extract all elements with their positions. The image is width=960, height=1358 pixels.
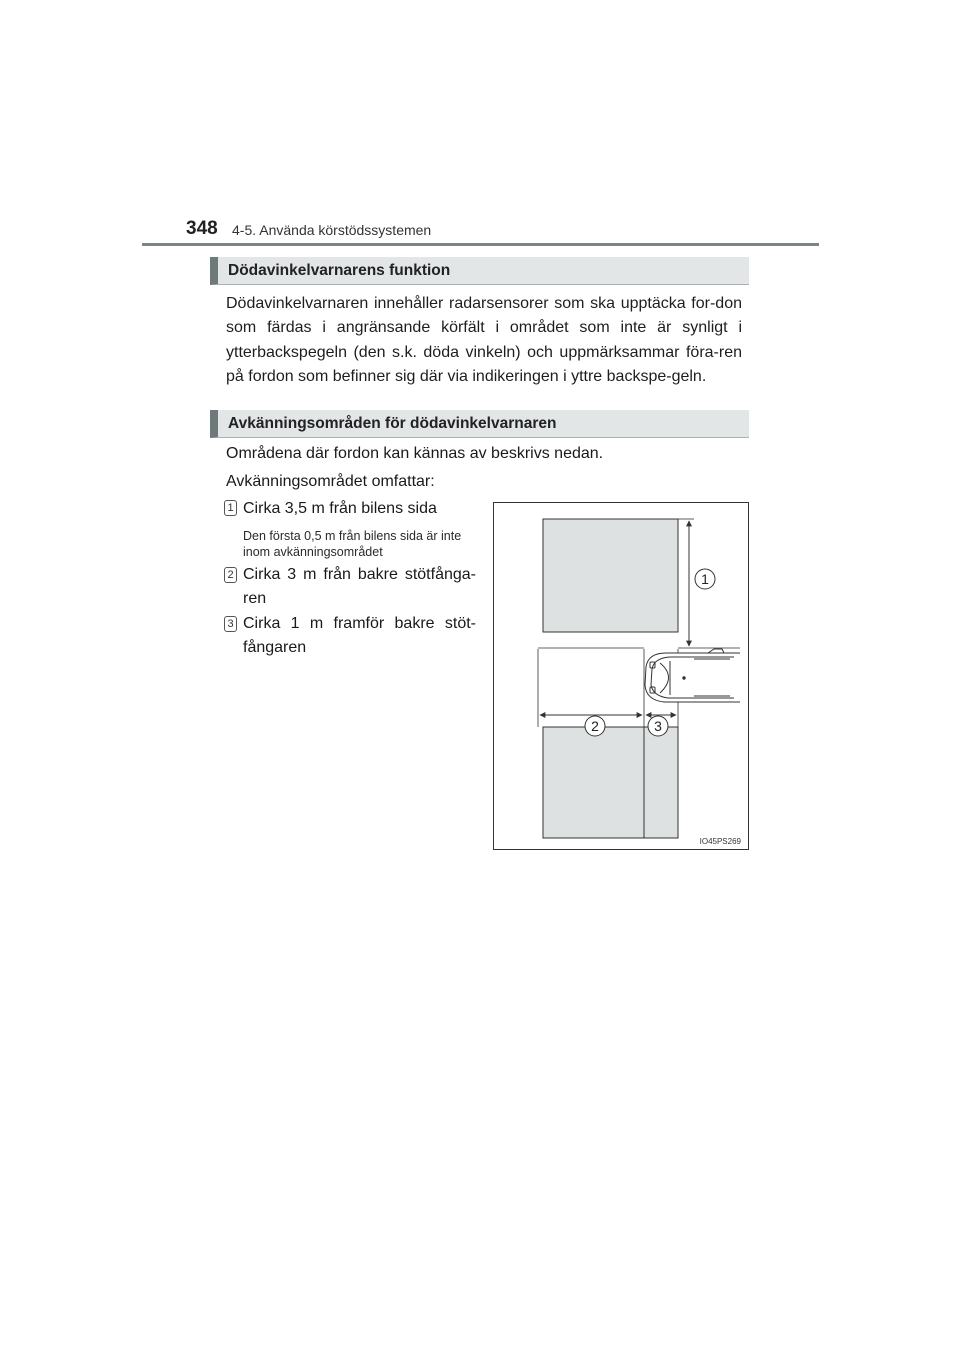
side-zone: [543, 519, 678, 632]
item-3-badge: 3: [224, 616, 237, 632]
callout-3: [648, 716, 668, 736]
rear-zone: [543, 727, 678, 838]
car-icon: [645, 649, 740, 702]
item-1-text: Cirka 3,5 m från bilens sida: [243, 500, 437, 517]
svg-text:1: 1: [701, 571, 709, 587]
section-heading-function: Dödavinkelvarnarens funktion: [210, 257, 749, 285]
page-number: 348: [186, 218, 218, 239]
svg-text:2: 2: [591, 718, 599, 734]
item-1-note: Den första 0,5 m från bilens sida är inte inom avkänningsområdet: [243, 529, 462, 559]
callout-2: [585, 716, 605, 736]
callout-1: [695, 569, 715, 589]
item-2-text: Cirka 3 m från bakre stötfånga-ren: [243, 566, 476, 607]
function-paragraph: Dödavinkelvarnaren innehåller radarsensorer som ska upptäcka for-don som färdas i angränsande körfält i området som inte är synligt i ytterbackspegeln (den s.k. döda vinkeln) och uppmärksammar föra-ren på fordon som befinner sig där via indikeringen i yttre backspe-geln.: [226, 295, 742, 386]
section-heading-detection-areas: Avkänningsområden för dödavinkelvarnaren: [210, 410, 749, 438]
item-2-badge: 2: [224, 567, 237, 583]
item-3-text: Cirka 1 m framför bakre stöt-fångaren: [243, 615, 476, 656]
svg-text:3: 3: [654, 718, 662, 734]
header-rule: [142, 243, 819, 246]
detection-area-figure: [493, 502, 749, 850]
detection-area-diagram: [494, 503, 750, 851]
item-1-badge: 1: [224, 500, 237, 516]
section-path: 4-5. Använda körstödssystemen: [232, 222, 432, 238]
detection-intro: Områdena där fordon kan kännas av beskrivs nedan.: [226, 445, 604, 462]
figure-code: IO45PS269: [699, 837, 741, 846]
detection-lead: Avkänningsområdet omfattar:: [226, 473, 435, 490]
